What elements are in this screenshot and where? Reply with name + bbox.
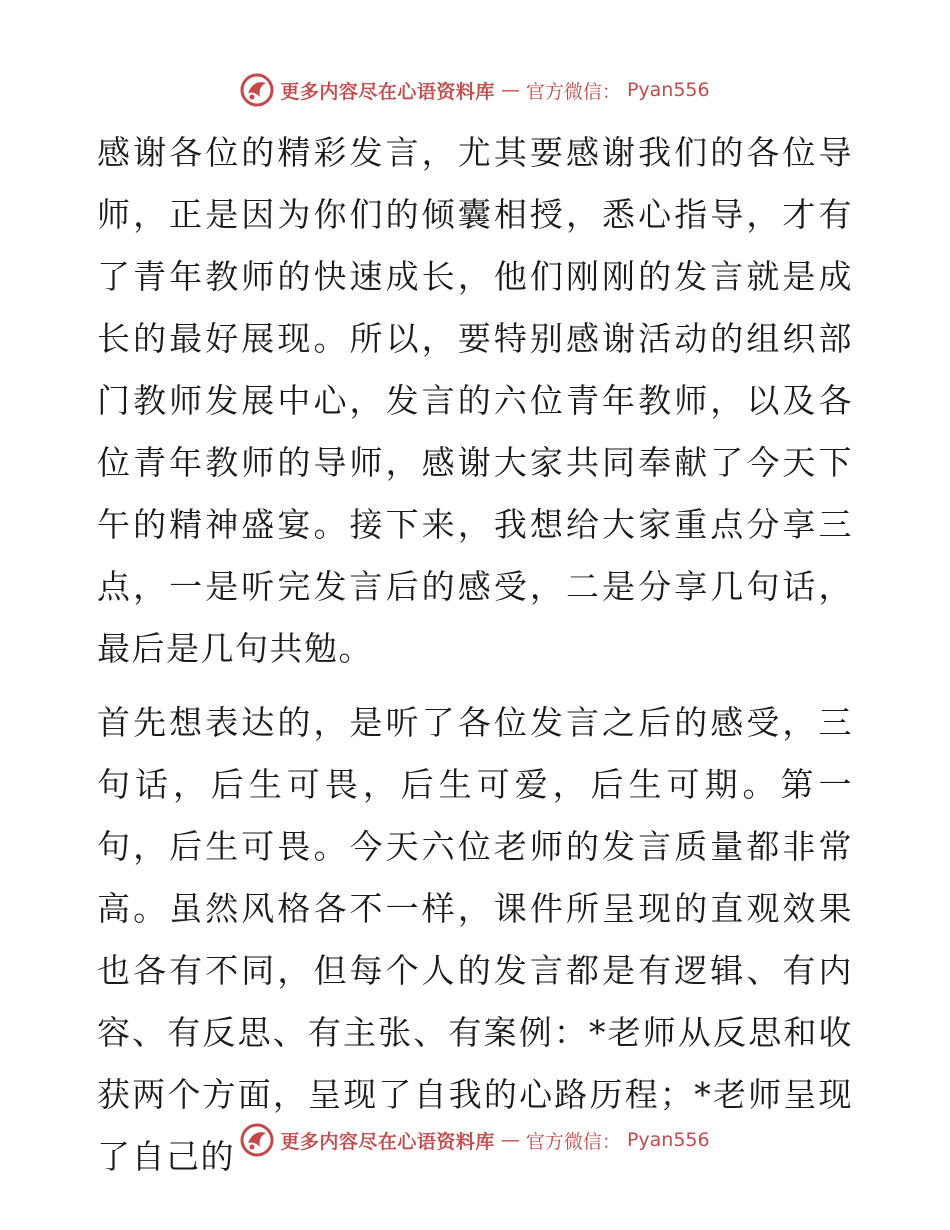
site-name: 更多内容尽在心语资料库 bbox=[280, 1130, 495, 1153]
banner-separator: — bbox=[500, 79, 520, 101]
paragraph-2: 首先想表达的，是听了各位发言之后的感受，三句话，后生可畏，后生可爱，后生可期。第一句，后生可畏。今天六位老师的发言质量都非常高。虽然风格各不一样，课件所呈现的直观效果也各有不同，但每个人的发言都是有逻辑、有内容、有反思、有主张、有案例：*老师从反思和收获两个方面，呈现了自我的心路历程；*老师呈现了自己的 bbox=[97, 703, 853, 1176]
footer-banner bbox=[0, 1120, 950, 1160]
paragraph-1: 感谢各位的精彩发言，尤其要感谢我们的各位导师，正是因为你们的倾囊相授，悉心指导，才有了青年教师的快速成长，他们刚刚的发言就是成长的最好展现。所以，要特别感谢活动的组织部门教师发展中心，发言的六位青年教师，以及各位青年教师的导师，感谢大家共同奉献了今天下午的精神盛宴。接下来，我想给大家重点分享三点，一是听完发言后的感受，二是分享几句话，最后是几句共勉。 bbox=[97, 133, 853, 668]
document-body bbox=[97, 122, 853, 1188]
wechat-label: 官方微信： bbox=[525, 80, 621, 103]
header-banner bbox=[0, 70, 950, 110]
red-swirl-logo-icon bbox=[240, 73, 274, 107]
wechat-id: Pyan556 bbox=[626, 79, 710, 101]
banner-separator: — bbox=[500, 1129, 520, 1151]
site-name: 更多内容尽在心语资料库 bbox=[280, 80, 495, 103]
wechat-label: 官方微信： bbox=[525, 1130, 621, 1153]
wechat-id: Pyan556 bbox=[626, 1129, 710, 1151]
red-swirl-logo-icon bbox=[240, 1123, 274, 1157]
